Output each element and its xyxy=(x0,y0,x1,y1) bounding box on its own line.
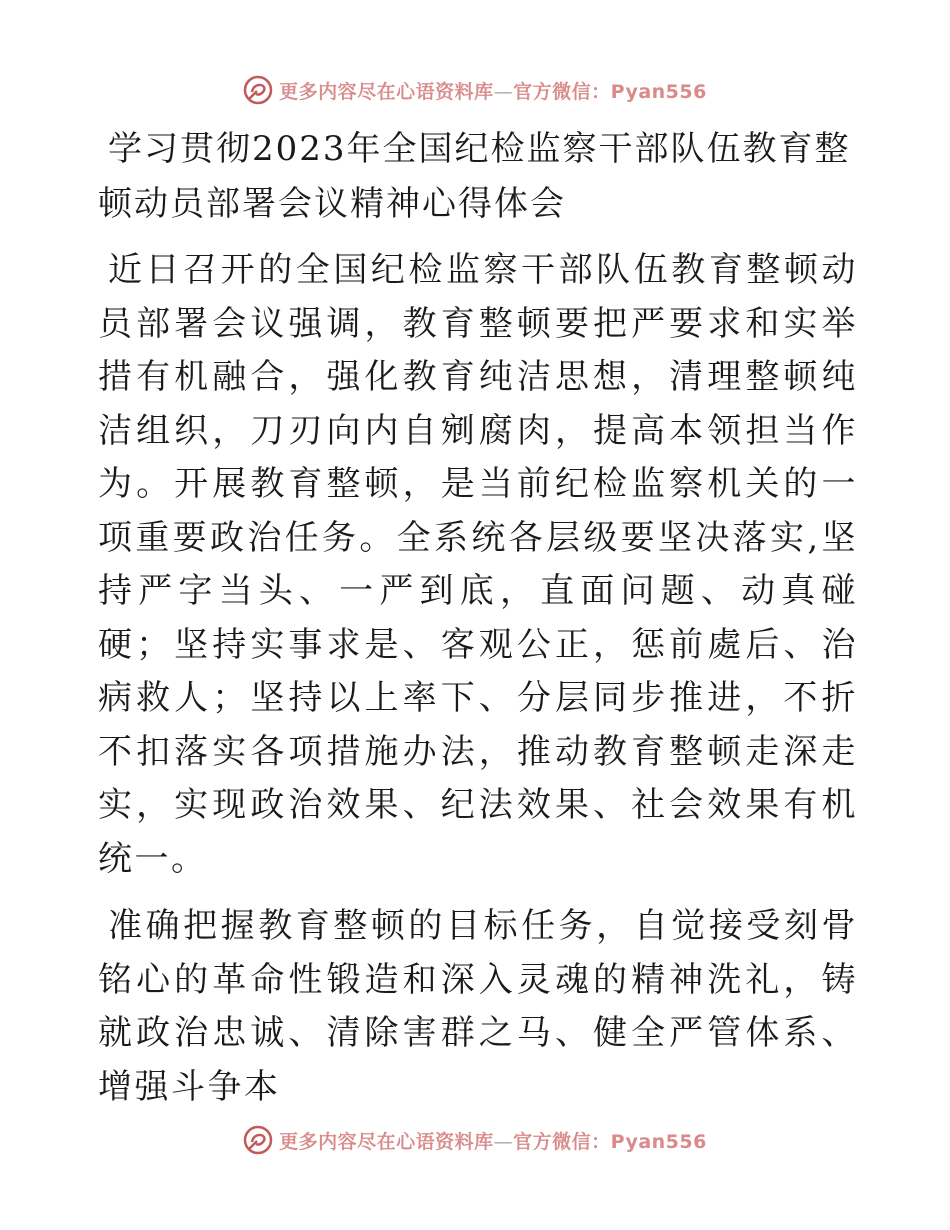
watermark-text xyxy=(279,77,707,104)
paragraph-1: 近日召开的全国纪检监察干部队伍教育整顿动员部署会议强调，教育整顿要把严要求和实举措有机融合，强化教育纯洁思想，清理整顿纯洁组织，刀刃向内自剜腐肉，提高本领担当作为。开展教育整顿，是当前纪检监察机关的一项重要政治任务。全系统各层级要坚决落实,坚持严字当头、一严到底，直面问题、动真碰硬；坚持实事求是、客观公正，惩前處后、治病救人；坚持以上率下、分层同步推进，不折不扣落实各项措施办法，推动教育整顿走深走实，实现政治效果、纪法效果、社会效果有机统一。 xyxy=(98,250,858,879)
rose-logo-icon xyxy=(243,75,273,105)
document-body xyxy=(98,122,858,1114)
footer-watermark xyxy=(0,1120,950,1160)
header-watermark xyxy=(0,70,950,110)
watermark-main: 更多内容尽在心语资料库 xyxy=(279,1130,494,1153)
watermark-text xyxy=(279,1127,707,1154)
watermark-contact: 官方微信：Pyan556 xyxy=(513,80,707,103)
paragraph-2: 准确把握教育整顿的目标任务，自觉接受刻骨铭心的革命性锻造和深入灵魂的精神洗礼，铸就政治忠诚、清除害群之马、健全严管体系、增强斗争本 xyxy=(98,906,858,1107)
watermark-contact: 官方微信：Pyan556 xyxy=(513,1130,707,1153)
rose-logo-icon xyxy=(243,1125,273,1155)
watermark-main: 更多内容尽在心语资料库 xyxy=(279,80,494,103)
document-title: 学习贯彻2023年全国纪检监察干部队伍教育整顿动员部署会议精神心得体会 xyxy=(98,129,851,224)
watermark-separator: — xyxy=(493,1130,514,1153)
watermark-separator: — xyxy=(493,80,514,103)
